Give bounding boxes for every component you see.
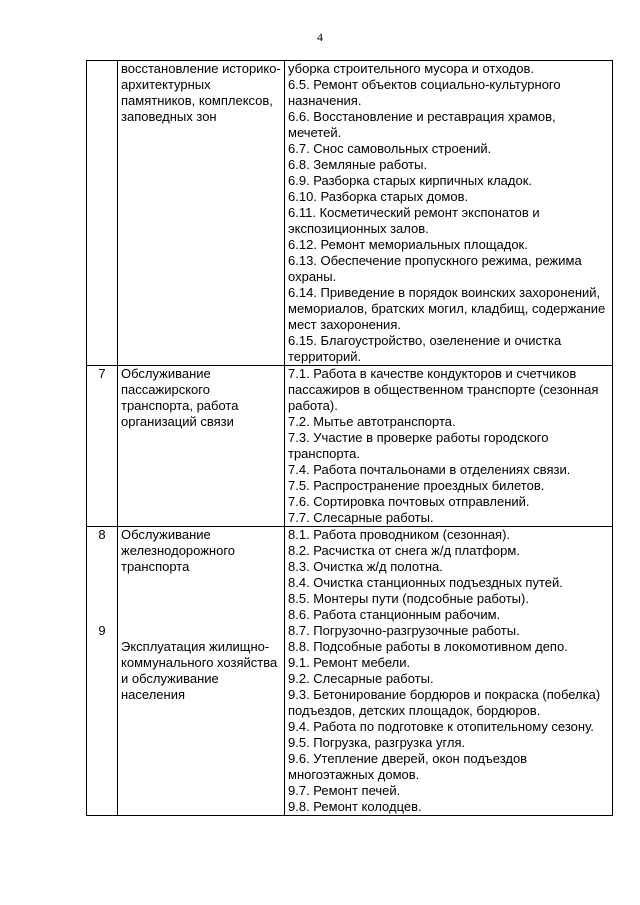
work-item: 7.5. Распространение проездных билетов. xyxy=(288,478,545,493)
table-row xyxy=(87,527,613,816)
work-item: 6.13. Обеспечение пропускного режима, режима охраны. xyxy=(288,253,582,284)
work-item: 6.11. Косметический ремонт экспонатов и экспозиционных залов. xyxy=(288,205,540,236)
table-row xyxy=(87,61,613,366)
works-list xyxy=(285,366,613,527)
work-item: 7.1. Работа в качестве кондукторов и счетчиков пассажиров в общественном транспорте (сезонная работа). xyxy=(288,366,599,413)
work-item: 9.2. Слесарные работы. xyxy=(288,671,434,686)
row-number: 7 xyxy=(87,366,118,527)
work-item: 8.8. Подсобные работы в локомотивном депо. xyxy=(288,639,568,654)
row-number: 8 xyxy=(98,527,106,542)
works-table xyxy=(86,60,613,816)
activity-area: Эксплуатация жилищно-коммунального хозяйства и обслуживание населения xyxy=(121,639,278,702)
work-item: уборка строительного мусора и отходов. xyxy=(288,61,535,76)
page-number: 4 xyxy=(317,30,323,44)
activity-area: Обслуживание железнодорожного транспорта xyxy=(121,527,236,574)
work-item: 6.10. Разборка старых домов. xyxy=(288,189,469,204)
work-item: 9.5. Погрузка, разгрузка угля. xyxy=(288,735,466,750)
work-item: 8.3. Очистка ж/д полотна. xyxy=(288,559,443,574)
work-item: 6.9. Разборка старых кирпичных кладок. xyxy=(288,173,533,188)
work-item: 8.4. Очистка станционных подъездных путей. xyxy=(288,575,563,590)
work-item: 7.7. Слесарные работы. xyxy=(288,510,434,525)
work-item: 6.12. Ремонт мемориальных площадок. xyxy=(288,237,528,252)
works-list xyxy=(285,527,613,816)
work-item: 9.3. Бетонирование бордюров и покраска (побелка) подъездов, детских площадок, бордюров. xyxy=(288,687,601,718)
work-item: 9.1. Ремонт мебели. xyxy=(288,655,411,670)
work-item: 8.5. Монтеры пути (подсобные работы). xyxy=(288,591,529,606)
work-item: 6.6. Восстановление и реставрация храмов, мечетей. xyxy=(288,109,556,140)
table-row xyxy=(87,366,613,527)
work-item: 9.4. Работа по подготовке к отопительному сезону. xyxy=(288,719,594,734)
work-item: 7.2. Мытье автотранспорта. xyxy=(288,414,456,429)
work-item: 8.6. Работа станционным рабочим. xyxy=(288,607,501,622)
activity-area: Обслуживание пассажирского транспорта, работа организаций связи xyxy=(118,366,285,527)
work-item: 8.2. Расчистка от снега ж/д платформ. xyxy=(288,543,520,558)
work-item: 7.6. Сортировка почтовых отправлений. xyxy=(288,494,530,509)
work-item: 6.7. Снос самовольных строений. xyxy=(288,141,492,156)
row-number: 9 xyxy=(98,623,106,638)
work-item: 8.1. Работа проводником (сезонная). xyxy=(288,527,511,542)
row-number-cell xyxy=(87,527,118,816)
work-item: 7.3. Участие в проверке работы городского транспорта. xyxy=(288,430,549,461)
work-item: 9.8. Ремонт колодцев. xyxy=(288,799,422,814)
work-item: 6.15. Благоустройство, озеленение и очистка территорий. xyxy=(288,333,562,364)
work-item: 6.14. Приведение в порядок воинских захоронений, мемориалов, братских могил, кладбищ, содержание мест захоронения. xyxy=(288,285,606,332)
work-item: 8.7. Погрузочно-разгрузочные работы. xyxy=(288,623,520,638)
activity-area: восстановление историко-архитектурных памятников, комплексов, заповедных зон xyxy=(118,61,285,366)
activity-area-cell xyxy=(118,527,285,816)
work-item: 9.6. Утепление дверей, окон подъездов многоэтажных домов. xyxy=(288,751,528,782)
work-item: 9.7. Ремонт печей. xyxy=(288,783,401,798)
work-item: 6.5. Ремонт объектов социально-культурного назначения. xyxy=(288,77,561,108)
row-number xyxy=(87,61,118,366)
work-item: 7.4. Работа почтальонами в отделениях связи. xyxy=(288,462,571,477)
works-list xyxy=(285,61,613,366)
work-item: 6.8. Земляные работы. xyxy=(288,157,428,172)
